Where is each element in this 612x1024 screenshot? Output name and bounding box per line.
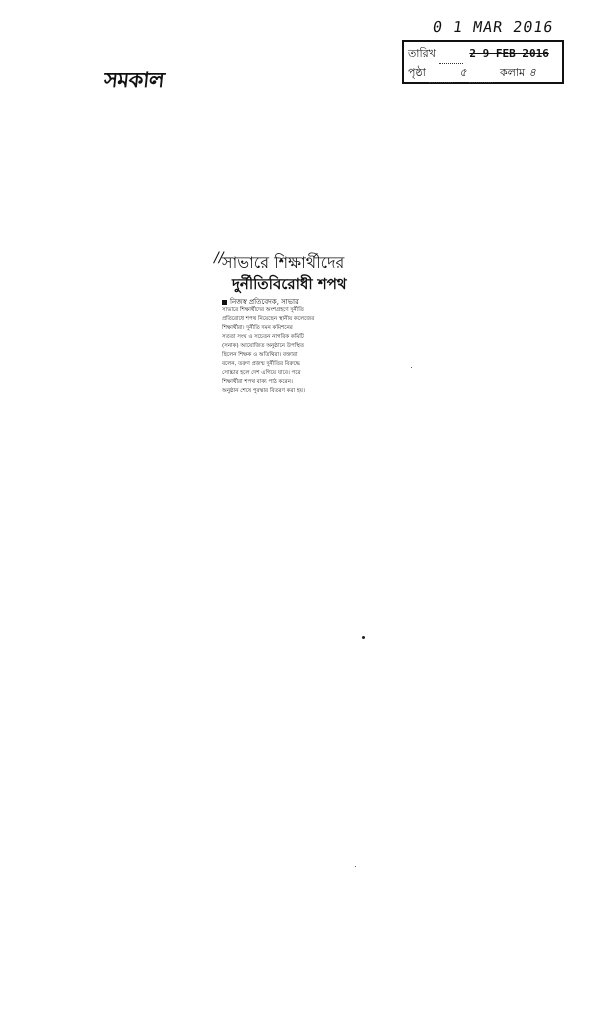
article-body-line: প্রতিরোধে শপথ নিয়েছেন স্থানীয় কলেজের [222, 316, 315, 322]
article-body-line: ছিলেন শিক্ষক ও অতিথিরা। বক্তারা [222, 352, 298, 358]
article-body-line: শিক্ষার্থীরা। দুর্নীতি দমন কমিশনের [222, 325, 293, 331]
scan-speck [411, 367, 412, 368]
stamp-date-value: 2 9 FEB 2016 [469, 47, 549, 60]
article-body-line: শিক্ষার্থীরা শপথ বাক্য পাঠ করেন। [222, 379, 293, 385]
byline-bullet-icon [222, 300, 227, 305]
stamp-date-row [408, 45, 549, 64]
stamp-page-row [408, 64, 536, 83]
stamp-column-value: ৪ [528, 66, 536, 79]
scan-speck [355, 866, 356, 867]
stamp-column-label: কলাম [499, 66, 526, 79]
stamp-page-label: পৃষ্ঠা [408, 66, 426, 79]
handwritten-tick-mark: // [214, 250, 224, 266]
headline-line-2: দুর্নীতিবিরোধী শপথ [232, 275, 347, 293]
headline-line-1: সাভারে শিক্ষার্থীদের [222, 253, 345, 272]
scan-speck [362, 636, 365, 639]
article-body-line: অনুষ্ঠান শেষে পুরস্কার বিতরণ করা হয়। [222, 388, 305, 394]
clipping-info-stamp [402, 40, 564, 84]
newspaper-masthead: সমকাল [102, 67, 166, 92]
stamp-page-value: ৫ [459, 66, 467, 79]
article-body-line: সাভারে শিক্ষার্থীদের অংশগ্রহণে দুর্নীতি [222, 307, 304, 313]
article-body [222, 306, 334, 396]
article-body-line: (সনাক) আয়োজিত অনুষ্ঠানে উপস্থিত [222, 343, 305, 349]
article-body-line: সোচ্চার হলে দেশ এগিয়ে যাবে। পরে [222, 370, 301, 376]
article-body-line: বলেন, তরুণ প্রজন্ম দুর্নীতির বিরুদ্ধে [222, 361, 300, 367]
byline-text: নিজস্ব প্রতিবেদক, সাভার [230, 298, 299, 306]
stamp-date-label: তারিখ [408, 47, 436, 60]
received-date-stamp: 0 1 MAR 2016 [431, 18, 555, 36]
article-body-line: সততা সংঘ ও সচেতন নাগরিক কমিটি [222, 334, 304, 340]
